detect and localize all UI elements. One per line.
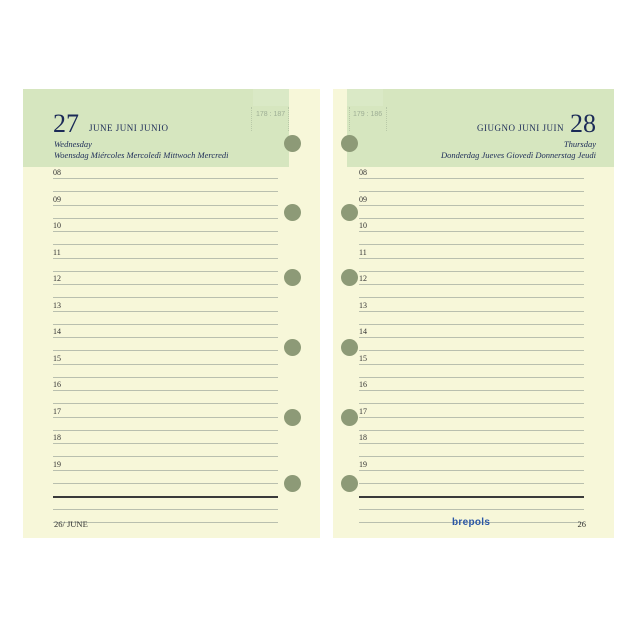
- hour-label: 09: [359, 194, 367, 204]
- hour-label: 15: [359, 353, 367, 363]
- half-hour-line: [359, 483, 584, 484]
- hour-line: [359, 284, 584, 285]
- half-hour-line: [359, 271, 584, 272]
- binder-hole: [341, 204, 358, 221]
- footer-date: 26/ JUNE: [54, 519, 88, 529]
- hour-label: 12: [359, 274, 367, 283]
- hour-line: [359, 337, 584, 338]
- hour-line: [53, 231, 278, 232]
- hour-label: 18: [359, 433, 367, 442]
- day-number: 28: [570, 109, 596, 138]
- binder-hole: [341, 269, 358, 286]
- hour-line: [359, 364, 584, 365]
- half-hour-line: [53, 218, 278, 219]
- day-count: 179 : 186: [353, 111, 383, 118]
- hour-line: [53, 178, 278, 179]
- hour-line: [53, 311, 278, 312]
- day-header-right: [347, 89, 614, 167]
- end-of-day-line: [53, 496, 278, 498]
- hour-label: 13: [53, 300, 61, 310]
- hour-label: 12: [53, 274, 61, 283]
- header-shade: [347, 89, 383, 106]
- end-of-day-line: [359, 496, 584, 498]
- half-hour-line: [359, 350, 584, 351]
- half-hour-line: [359, 403, 584, 404]
- half-hour-line: [359, 324, 584, 325]
- half-hour-line: [53, 483, 278, 484]
- hour-label: 14: [359, 327, 367, 336]
- weekday-english: Wednesday: [54, 139, 92, 149]
- hour-label: 14: [53, 327, 61, 336]
- hour-line: [359, 390, 584, 391]
- hour-label: 08: [359, 168, 367, 177]
- half-hour-line: [53, 456, 278, 457]
- half-hour-line: [53, 244, 278, 245]
- hour-line: [53, 364, 278, 365]
- half-hour-line: [359, 244, 584, 245]
- hour-line: [359, 417, 584, 418]
- brand-logo: brepols: [452, 517, 491, 528]
- day-number: 27: [53, 109, 79, 138]
- hour-label: 19: [53, 459, 61, 469]
- planner-page-right: [333, 89, 614, 538]
- hour-line: [359, 443, 584, 444]
- hour-line: [53, 284, 278, 285]
- hour-line: [53, 258, 278, 259]
- hour-line: [359, 231, 584, 232]
- hour-line: [359, 258, 584, 259]
- hour-line: [53, 390, 278, 391]
- half-hour-line: [359, 377, 584, 378]
- footer-date: 26: [577, 519, 586, 529]
- header-shade: [253, 89, 289, 106]
- day-header-left: [23, 89, 289, 167]
- hour-label: 17: [359, 406, 367, 416]
- half-hour-line: [53, 191, 278, 192]
- hour-label: 15: [53, 353, 61, 363]
- month-names: JUNE JUNI JUNIO: [89, 123, 169, 133]
- half-hour-line: [53, 297, 278, 298]
- hour-label: 13: [359, 300, 367, 310]
- hour-line: [53, 417, 278, 418]
- binder-hole: [284, 339, 301, 356]
- half-hour-line: [53, 377, 278, 378]
- hour-line: [53, 470, 278, 471]
- hour-label: 10: [359, 221, 367, 230]
- half-hour-line: [359, 430, 584, 431]
- hour-label: 09: [53, 194, 61, 204]
- planner-page-left: [23, 89, 320, 538]
- binder-hole: [284, 475, 301, 492]
- hour-label: 08: [53, 168, 61, 177]
- month-names: GIUGNO JUNI JUIN: [477, 123, 564, 133]
- hour-label: 19: [359, 459, 367, 469]
- binder-hole: [341, 339, 358, 356]
- half-hour-line: [359, 456, 584, 457]
- weekday-english: Thursday: [563, 139, 596, 149]
- hour-label: 10: [53, 221, 61, 230]
- half-hour-line: [53, 350, 278, 351]
- hour-label: 18: [53, 433, 61, 442]
- binder-hole: [284, 269, 301, 286]
- hour-line: [359, 311, 584, 312]
- hour-label: 11: [359, 247, 367, 257]
- binder-hole: [284, 204, 301, 221]
- hour-label: 17: [53, 406, 61, 416]
- hour-label: 16: [359, 380, 367, 389]
- half-hour-line: [359, 218, 584, 219]
- half-hour-line: [53, 403, 278, 404]
- day-count: 178 : 187: [256, 111, 286, 118]
- note-line: [359, 509, 584, 510]
- binder-hole: [341, 475, 358, 492]
- hour-line: [53, 337, 278, 338]
- hour-line: [53, 205, 278, 206]
- note-line: [53, 509, 278, 510]
- hour-line: [53, 443, 278, 444]
- half-hour-line: [53, 271, 278, 272]
- weekday-translations: Woensdag Miércoles Mercoledì Mittwoch Mercredi: [54, 150, 229, 160]
- binder-hole: [284, 135, 301, 152]
- binder-hole: [341, 409, 358, 426]
- hour-line: [359, 470, 584, 471]
- half-hour-line: [359, 191, 584, 192]
- binder-hole: [341, 135, 358, 152]
- binder-hole: [284, 409, 301, 426]
- hour-line: [359, 205, 584, 206]
- hour-line: [359, 178, 584, 179]
- half-hour-line: [53, 430, 278, 431]
- half-hour-line: [53, 324, 278, 325]
- hour-label: 16: [53, 380, 61, 389]
- hour-label: 11: [53, 247, 61, 257]
- half-hour-line: [359, 297, 584, 298]
- weekday-translations: Donderdag Jueves Giovedì Donnerstag Jeudi: [440, 150, 596, 160]
